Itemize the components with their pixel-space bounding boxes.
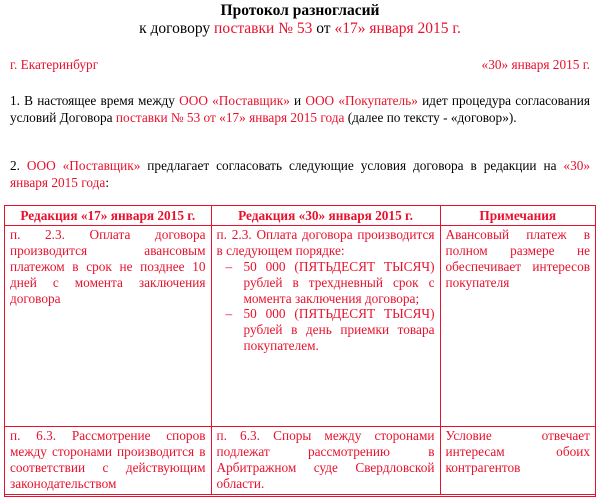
subtitle-mid: от — [312, 20, 335, 37]
p1-party-1: ООО «Поставщик» — [179, 93, 290, 108]
p1-text-2: и — [289, 93, 306, 108]
row1-old-clause: п. 2.3. Оплата договора производится авансовым платежом в срок не позднее 10 дней с момента заключения договора — [5, 225, 211, 426]
row1-note: Авансовый платеж в полном размере не обеспечивает интересов покупателя — [440, 225, 595, 426]
subtitle-prefix: к договору — [139, 20, 215, 37]
row2-old-clause: п. 6.3. Рассмотрение споров между сторонами производится в соответствии с действующим законодательством — [5, 426, 211, 494]
subtitle-contract: поставки № 53 — [214, 20, 313, 37]
p2-party: ООО «Поставщик» — [26, 158, 141, 173]
document-title: Протокол разногласий — [220, 2, 380, 19]
header-new-edition: Редакция «30» января 2015 г. — [211, 206, 440, 225]
payment-item: – 50 000 (ПЯТЬДЕСЯТ ТЫСЯЧ) рублей в день приемки товара покупателем. — [217, 306, 435, 354]
document-subtitle — [0, 20, 600, 38]
document-date: «30» января 2015 г. — [481, 57, 590, 72]
p1-text-3: идет процедура согласования условий Договора — [10, 93, 591, 125]
p2-text-2: предлагает согласовать следующие условия договора в редакции на — [140, 158, 564, 173]
table-row — [5, 426, 595, 494]
header-notes: Примечания — [440, 206, 595, 225]
subtitle-date: «17» января 2015 г. — [334, 20, 461, 37]
row2-new-clause: п. 6.3. Споры между сторонами подлежат рассмотрению в Арбитражном суде Свердловской области. — [211, 426, 440, 494]
p2-text-1: 2. — [10, 158, 27, 173]
disagreements-table — [5, 206, 595, 495]
table-row — [5, 225, 595, 426]
p1-text-4: (далее по тексту - «договор»). — [344, 110, 517, 125]
city-label: г. Екатеринбург — [10, 57, 99, 72]
row2-note: Условие отвечает интересам обоих контрагентов — [440, 426, 595, 494]
header-old-edition: Редакция «17» января 2015 г. — [5, 206, 211, 225]
paragraph-2 — [10, 157, 590, 191]
p1-party-2: ООО «Покупатель» — [305, 93, 418, 108]
row1-new-intro: п. 2.3. Оплата договора производится в следующем порядке: — [216, 226, 435, 258]
p1-contract: поставки № 53 от «17» января 2015 года — [115, 110, 345, 125]
payment-item: – 50 000 (ПЯТЬДЕСЯТ ТЫСЯЧ) рублей в трехдневный срок с момента заключения договора; — [217, 259, 435, 307]
table-header-row — [5, 206, 595, 225]
row1-new-clause — [211, 225, 440, 426]
payment-list — [217, 259, 435, 354]
paragraph-1 — [10, 92, 590, 126]
p1-text-1: 1. В настоящее время между — [10, 93, 180, 108]
disagreements-table-frame — [4, 205, 596, 497]
p2-date: «30» января 2015 года — [10, 158, 591, 190]
p2-text-3: : — [105, 175, 110, 190]
